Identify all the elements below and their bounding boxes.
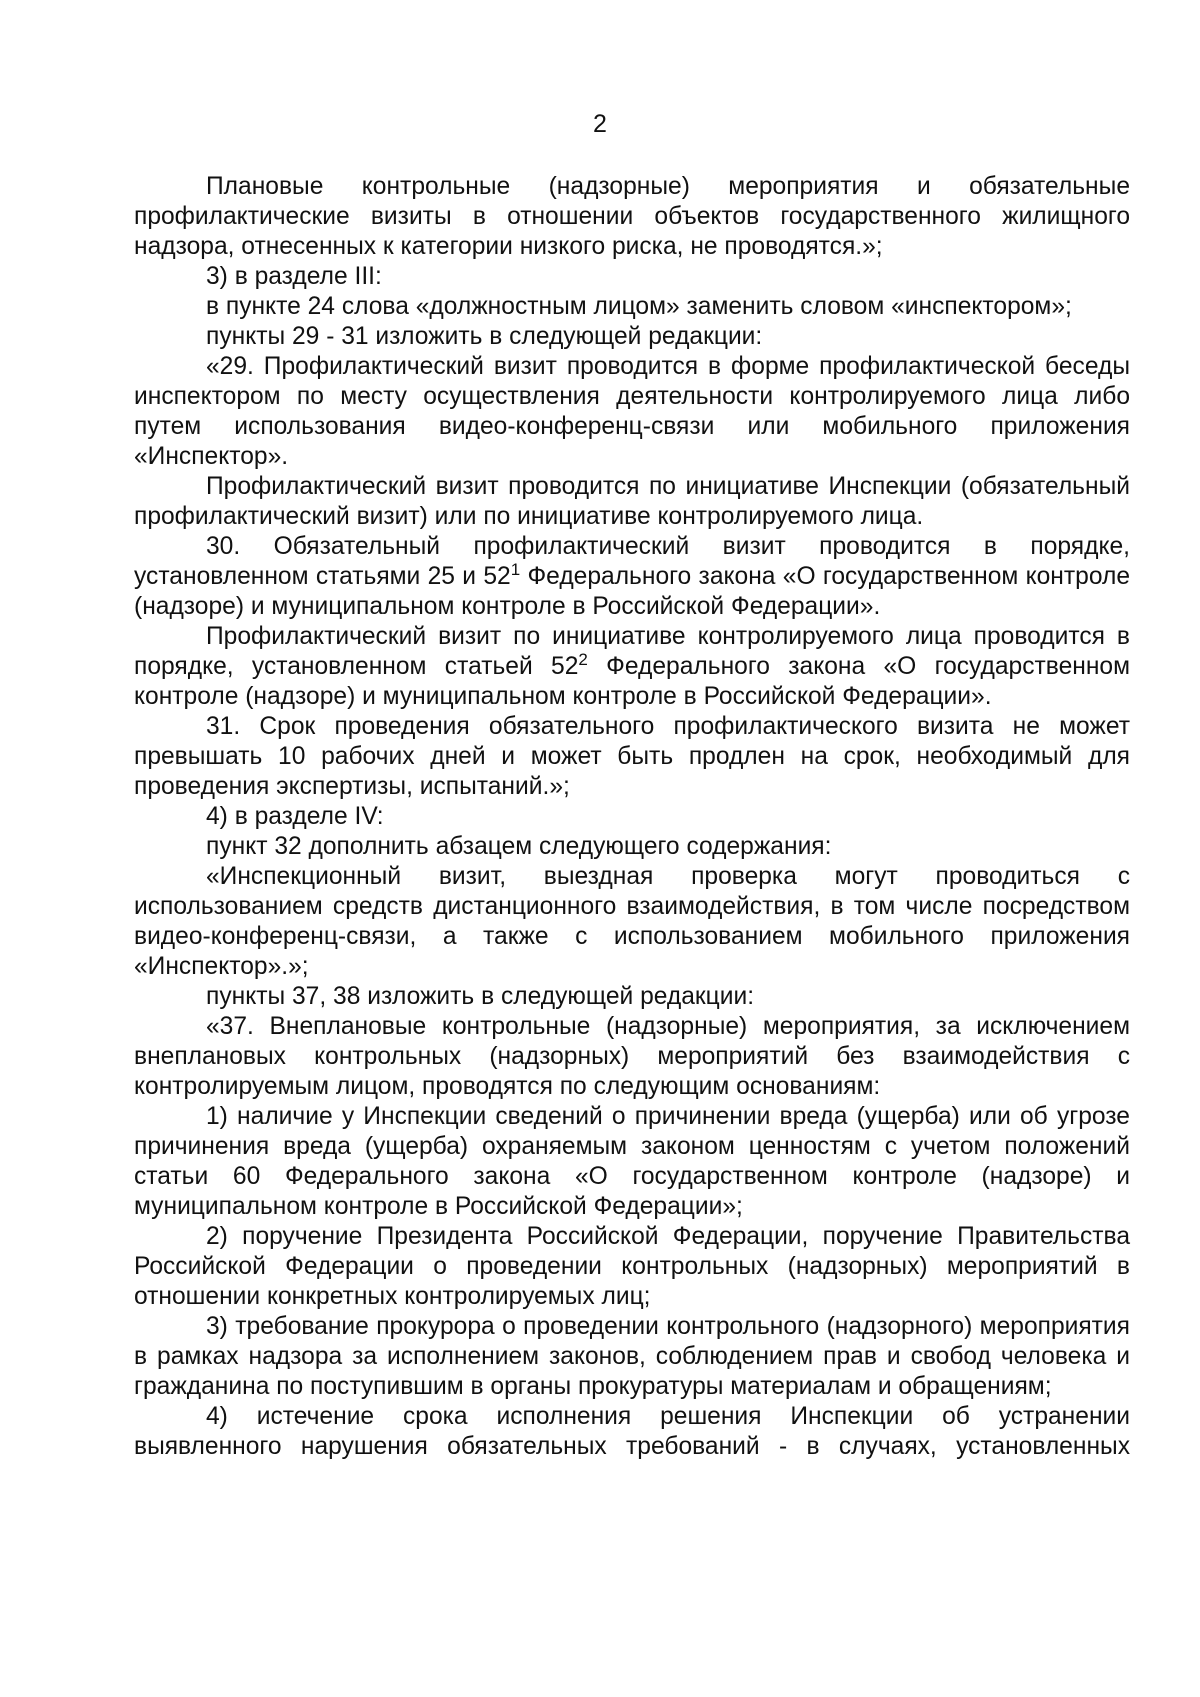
paragraph-section-iv: 4) в разделе IV: [206,803,384,830]
paragraph-point-30-text: 30. Обязательный профилактический визит проводится в порядке, установленном статьями 25 и 52 [134,533,1130,590]
paragraph-point-29: «29. Профилактический визит проводится в форме профилактической беседы инспектором по месту осуществления деятельности контролируемого лица либо путем использования видео-конференц-связи или мобильного приложения «Инспектор». [134,353,1130,470]
paragraph-visit-text: Профилактический визит по инициативе контролируемого лица проводится в порядке, установленном статьей 52 [134,623,1130,680]
list-item-ground-1: 1) наличие у Инспекции сведений о причинении вреда (ущерба) или об угрозе причинения вреда (ущерба) охраняемым законом ценностям с учетом положений статьи 60 Федерального закона «О государственном контроле (надзоре) и муниципальном контроле в Российской Федерации»; [134,1103,1130,1220]
paragraph-points-37-38: пункты 37, 38 изложить в следующей редакции: [206,983,755,1010]
paragraph-point-24: в пункте 24 слова «должностным лицом» заменить словом «инспектором»; [206,293,1072,320]
paragraph-point-32: пункт 32 дополнить абзацем следующего содержания: [206,833,832,860]
superscript-footnote: 2 [578,650,588,669]
paragraph-point-30 [134,532,1130,622]
paragraph-section-iii: 3) в разделе III: [206,263,382,290]
paragraph-planned-measures: Плановые контрольные (надзорные) мероприятия и обязательные профилактические визиты в отношении объектов государственного жилищного надзора, отнесенных к категории низкого риска, не проводятся.»; [134,173,1130,260]
list-item-ground-3: 3) требование прокурора о проведении контрольного (надзорного) мероприятия в рамках надзора за исполнением законов, соблюдением прав и свобод человека и гражданина по поступившим в органы прокуратуры материалам и обращениям; [134,1313,1130,1400]
paragraph-visit-by-controlled-person [134,622,1130,712]
page-number: 2 [593,110,607,138]
paragraph-inspection-visit: «Инспекционный визит, выездная проверка могут проводиться с использованием средств дистанционного взаимодействия, в том числе посредством видео-конференц-связи, а также с использованием мобильного приложения «Инспектор».»; [134,863,1130,980]
paragraph-visit-initiative: Профилактический визит проводится по инициативе Инспекции (обязательный профилактический визит) или по инициативе контролируемого лица. [134,473,1130,530]
paragraph-points-29-31: пункты 29 - 31 изложить в следующей редакции: [206,323,763,350]
paragraph-point-31: 31. Срок проведения обязательного профилактического визита не может превышать 10 рабочих дней и может быть продлен на срок, необходимый для проведения экспертизы, испытаний.»; [134,713,1130,800]
list-item-ground-2: 2) поручение Президента Российской Федерации, поручение Правительства Российской Федерации о проведении контрольных (надзорных) мероприятий в отношении конкретных контролируемых лиц; [134,1223,1130,1310]
paragraph-visit-text-end: Федерального закона «О государственном контроле (надзоре) и муниципальном контроле в Российской Федерации». [134,653,1131,710]
paragraph-point-30-text-end: Федерального закона «О государственном контроле (надзоре) и муниципальном контроле в Российской Федерации». [134,563,1130,620]
list-item-ground-4: 4) истечение срока исполнения решения Инспекции об устранении выявленного нарушения обязательных требований - в случаях, установленных [134,1403,1130,1460]
superscript-footnote: 1 [510,560,521,579]
document-body [134,172,1130,1462]
paragraph-point-37: «37. Внеплановые контрольные (надзорные) мероприятия, за исключением внеплановых контрольных (надзорных) мероприятий без взаимодействия с контролируемым лицом, проводятся по следующим основаниям: [134,1013,1130,1100]
